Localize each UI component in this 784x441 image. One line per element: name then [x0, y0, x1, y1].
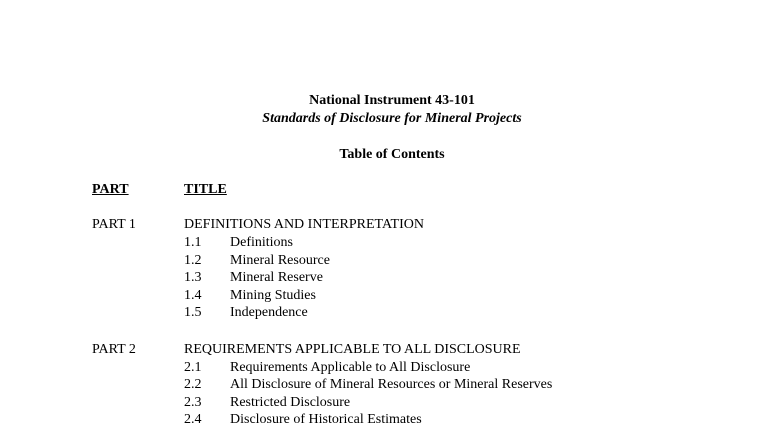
section-title: All Disclosure of Mineral Resources or Mineral Reserves: [230, 377, 553, 392]
toc-entry[interactable]: [0, 359, 784, 377]
toc-entry[interactable]: [0, 287, 784, 305]
instrument-subtitle: Standards of Disclosure for Mineral Projects: [262, 111, 522, 126]
toc-entry[interactable]: [0, 304, 784, 322]
section-number: 2.1: [184, 359, 202, 375]
column-header-title: TITLE: [184, 182, 227, 197]
part-label: PART 1: [92, 217, 136, 232]
section-number: 1.4: [184, 287, 202, 303]
section-number: 2.4: [184, 412, 202, 427]
section-number: 2.2: [184, 377, 202, 392]
section-title: Mineral Resource: [230, 252, 330, 268]
part-title[interactable]: REQUIREMENTS APPLICABLE TO ALL DISCLOSURE: [184, 342, 521, 357]
section-title: Mineral Reserve: [230, 270, 323, 285]
section-title: Independence: [230, 305, 308, 320]
part-title[interactable]: DEFINITIONS AND INTERPRETATION: [184, 217, 424, 232]
instrument-name: National Instrument 43-101: [309, 93, 475, 108]
section-title: Disclosure of Historical Estimates: [230, 412, 422, 427]
toc-heading: Table of Contents: [339, 147, 445, 162]
toc-entry[interactable]: [0, 394, 784, 412]
section-number: 1.1: [184, 235, 202, 250]
section-number: 2.3: [184, 394, 202, 410]
section-title: Definitions: [230, 235, 293, 250]
section-number: 1.5: [184, 305, 202, 320]
toc-entry[interactable]: [0, 234, 784, 252]
document-title: [0, 92, 784, 128]
column-header-part: PART: [92, 182, 129, 197]
toc-entry[interactable]: [0, 269, 784, 287]
section-title: Requirements Applicable to All Disclosure: [230, 359, 471, 375]
section-title: Mining Studies: [230, 287, 316, 303]
section-title: Restricted Disclosure: [230, 394, 351, 410]
part-label: PART 2: [92, 342, 136, 357]
toc-entry[interactable]: [0, 411, 784, 429]
toc-entry[interactable]: [0, 376, 784, 394]
section-number: 1.3: [184, 270, 202, 285]
section-number: 1.2: [184, 252, 202, 268]
toc-entry[interactable]: [0, 252, 784, 270]
